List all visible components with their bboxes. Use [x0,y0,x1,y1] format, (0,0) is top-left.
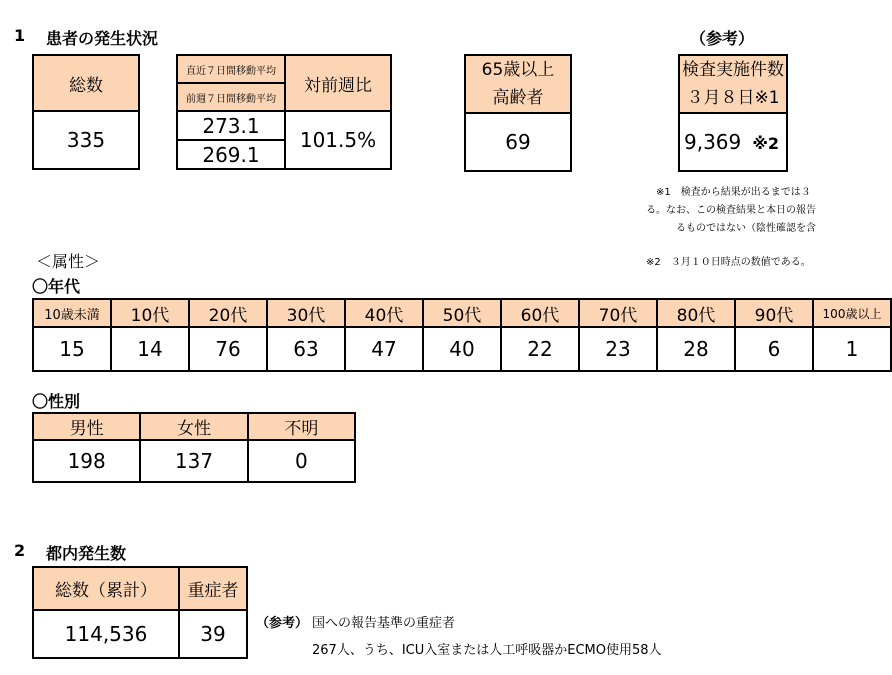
elderly-table [464,54,572,172]
cumulative-value: 114,536 [33,610,179,658]
prev-avg-value: 269.1 [177,140,285,169]
elderly-label [465,55,571,113]
value-cell: 23 [579,327,657,371]
section1-number: 1 [14,26,26,45]
moving-average-table [176,54,392,170]
value-cell: 28 [657,327,735,371]
header-cell: 70代 [579,299,657,327]
recent-avg-label: 直近７日間移動平均 [177,55,285,83]
total-label: 総数 [33,55,139,111]
section1-title: 患者の発生状況 [46,29,159,48]
section2-reference-detail: 267人、うち、ICU入室または人工呼吸器かECMO使用58人 [312,643,662,658]
header-cell: 不明 [248,413,355,440]
header-cell: 60代 [501,299,579,327]
value-cell: 76 [189,327,267,371]
severe-value: 39 [179,610,247,658]
header-cell: 10代 [111,299,189,327]
week-ratio-label: 対前週比 [285,55,391,111]
header-cell: 男性 [33,413,140,440]
severe-label: 重症者 [179,567,247,610]
section2-number: 2 [14,541,26,560]
sex-table [32,412,356,483]
cumulative-label: 総数（累計） [33,567,179,610]
section2-reference-text: 国への報告基準の重症者 [312,616,456,631]
note1-line3: るものではない（陰性確認を含 [676,223,816,234]
tests-value: 9,369 [684,130,742,154]
total-table [32,54,140,170]
age-table [32,298,892,372]
cumulative-table [32,566,248,659]
value-cell: 63 [267,327,345,371]
age-title: 〇年代 [32,277,81,296]
tests-label-line1: 検査実施件数 [682,60,784,80]
total-value: 335 [33,111,139,169]
sex-title: 〇性別 [32,392,81,411]
section2-reference-label: （参考） [256,616,309,631]
note2: ※2 ３月１０日時点の数値である。 [646,257,811,268]
header-cell: 30代 [267,299,345,327]
header-cell: 100歳以上 [813,299,891,327]
section1-reference-label: （参考） [690,29,755,48]
section2-title: 都内発生数 [46,544,127,563]
tests-value-cell [679,113,787,171]
value-cell: 40 [423,327,501,371]
tests-table [678,54,788,172]
header-cell: 20代 [189,299,267,327]
age-header-row [33,299,891,327]
value-cell: 137 [140,440,247,482]
value-cell: 14 [111,327,189,371]
elderly-label-line1: 65歳以上 [481,60,555,80]
value-cell: 198 [33,440,140,482]
header-cell: 女性 [140,413,247,440]
age-value-row [33,327,891,371]
attributes-title: ＜属性＞ [36,252,101,271]
note1-line1: ※1 検査から結果が出るまでは３ [656,187,811,198]
tests-footnote-mark: ※2 [752,134,780,153]
recent-avg-value: 273.1 [177,111,285,140]
sex-header-row [33,413,355,440]
header-cell: 80代 [657,299,735,327]
value-cell: 1 [813,327,891,371]
note1-line2: る。なお、この検査結果と本日の報告 [646,205,816,216]
elderly-value: 69 [465,113,571,171]
value-cell: 15 [33,327,111,371]
header-cell: 90代 [735,299,813,327]
value-cell: 22 [501,327,579,371]
header-cell: 40代 [345,299,423,327]
tests-label [679,55,787,113]
value-cell: 47 [345,327,423,371]
header-cell: 50代 [423,299,501,327]
value-cell: 0 [248,440,355,482]
tests-label-line2: ３月８日※1 [686,88,780,108]
sex-value-row [33,440,355,482]
elderly-label-line2: 高齢者 [492,88,544,108]
value-cell: 6 [735,327,813,371]
week-ratio-value: 101.5% [285,111,391,169]
prev-avg-label: 前週７日間移動平均 [177,83,285,111]
header-cell: 10歳未満 [33,299,111,327]
